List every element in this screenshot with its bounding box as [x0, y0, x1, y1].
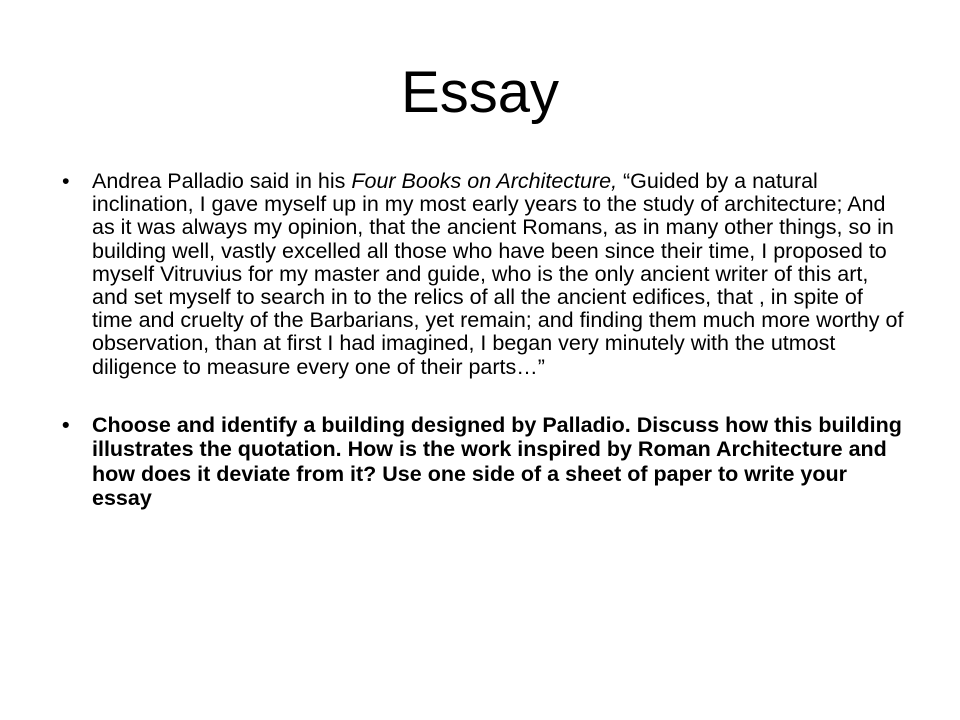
assignment-text: Choose and identify a building designed by Palladio. Discuss how this building illustrates the quotation. How is the work inspired by Roman Architecture and how does it deviate from it? Use one side of a sheet of paper to write your essay: [92, 412, 902, 511]
palladio-quote: “Guided by a natural inclination, I gave myself up in my most early years to the study of architecture; And as it was always my opinion, that the ancient Romans, as in many other things, so in building well, vastly excelled all those who have been since their time, I proposed to myself Vitruvius for my master and guide, who is the only ancient writer of this art, and set myself to search in to the relics of all the ancient edifices, that , in spite of time and cruelty of the Barbarians, yet remain; and finding them much more worthy of observation, than at first I had imagined, I began very minutely with the utmost diligence to measure every one of their parts…”: [92, 169, 904, 379]
quotation-intro: Andrea Palladio said in his: [92, 169, 352, 193]
bullet-quotation: [62, 170, 907, 379]
bullet-list: [62, 170, 907, 545]
bullet-marker: •: [62, 412, 70, 437]
bullet-marker: •: [62, 169, 70, 193]
bullet-assignment: [62, 413, 907, 511]
slide-title: Essay: [401, 60, 559, 125]
book-title: Four Books on Architecture,: [351, 169, 618, 193]
